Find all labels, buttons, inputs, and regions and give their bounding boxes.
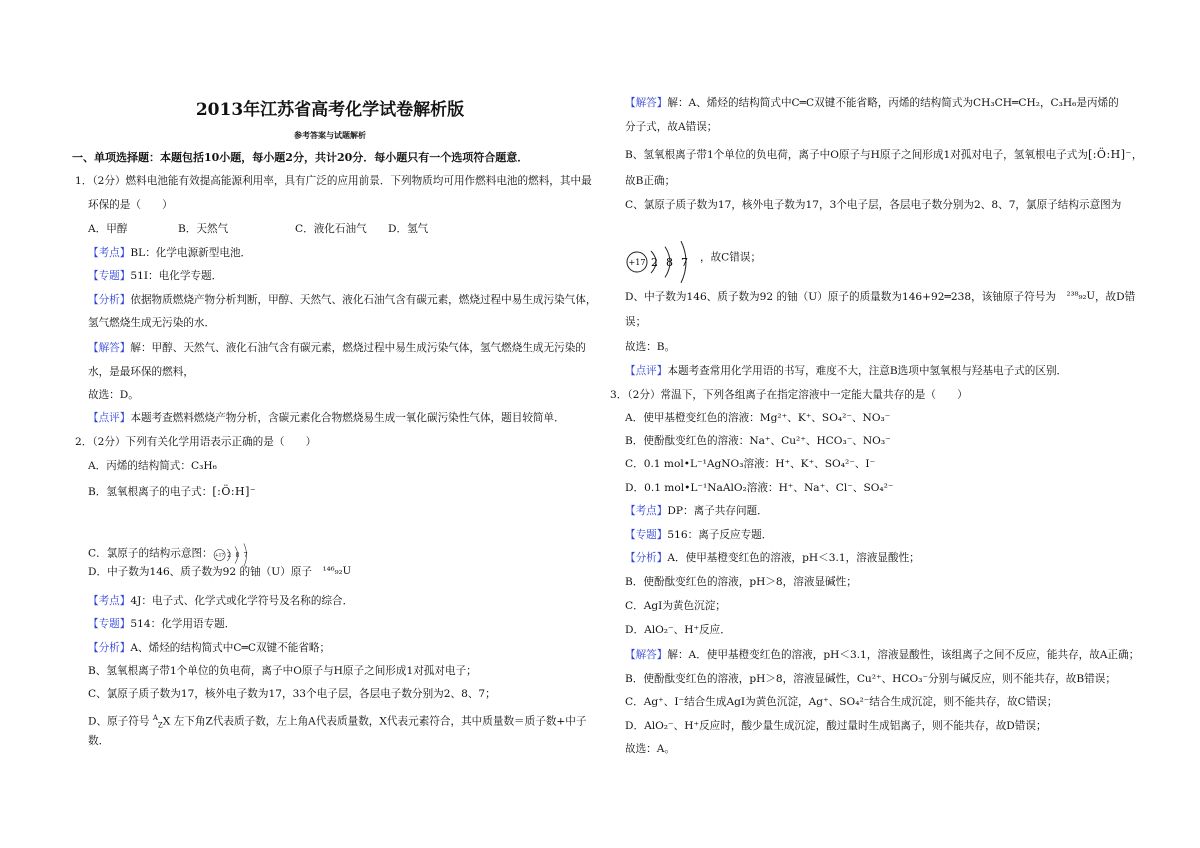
text-line [625,598,726,614]
shell-electron-count: 7 [681,256,688,269]
line-text: 误； [625,316,647,328]
document-subtitle: 参考答案与试题解析 [294,130,366,140]
text-line [75,173,592,189]
text-line [88,640,330,656]
section-tag-label: 【考点】 [625,505,668,517]
line-text: D．AlO₂⁻、H⁺反应． [625,624,731,636]
chlorine-atom-diagram [625,222,700,293]
text-line [625,527,772,543]
text-line [625,410,890,426]
section-tag-label: 【专题】 [625,529,668,541]
text-line [610,387,968,403]
line-text: 本题考查燃料燃烧产物分析，含碳元素化合物燃烧易生成一氧化碳污染性气体，题目较简单． [130,412,565,424]
section-tag-label: 【考点】 [88,595,131,607]
text-line [88,663,477,679]
atomic-number-symbol: Z [157,721,163,730]
shell-electron-count: 8 [235,552,240,560]
line-text: D．AlO₂⁻、H⁺反应时，酸少量生成沉淀，酸过量时生成铝离子，则不能共存，故D错误； [625,720,1047,732]
text-line [88,315,215,331]
text-line [88,616,235,632]
q1-option-b: B．天然气 [178,223,229,235]
line-text: 1．（2分）燃料电池能有效提高能源利用率，具有广泛的应用前景．下列物质均可用作燃料电池的燃料，其中最 [75,175,592,187]
text-line [625,314,646,330]
section-tag-label: 【分析】 [88,642,131,654]
line-text: 4J：电子式、化学式或化学符号及名称的综合． [130,595,354,607]
text-line [88,364,194,380]
line-text-after: ，故C错误； [700,251,762,264]
atom-structure-figure [625,222,700,288]
line-text: C．0.1 mol•L⁻¹AgNO₃溶液：H⁺、K⁺、SO₄²⁻、I⁻ [625,458,876,470]
line-text: 解：A．使甲基橙变红色的溶液，pH＜3.1，溶液显酸性，该组离子之间不反应，能共存，故A正确； [667,649,1140,661]
section-tag-label: 【解答】 [625,97,668,109]
line-text: 解：甲醇、天然气、液化石油气含有碳元素，燃烧过程中易生成污染气体，氢气燃烧生成无污染的 [130,342,586,354]
line-text: B．使酚酞变红色的溶液，pH＞8，溶液显碱性，Cu²⁺、HCO₃⁻分别与碱反应，则不能共存，故B错误； [625,673,1116,685]
line-text: C．AgI为黄色沉淀； [625,600,726,612]
shell-electron-count: 8 [666,256,673,269]
text-line [625,197,1121,213]
mass-number-symbol: A [152,714,158,722]
text-line [88,197,173,213]
q1-option-a: A．甲醇 [88,223,128,235]
line-text: 3．（2分）常温下，下列各组离子在指定溶液中一定能大量共存的是（ ） [610,389,968,401]
text-line [625,363,1067,379]
line-text: B．使酚酞变红色的溶液：Na⁺、Cu²⁺、HCO₃⁻、NO₃⁻ [625,435,891,447]
hydroxide-electron-formula: [:Ö:H]⁻ [1087,148,1132,161]
line-text: A．使甲基橙变红色的溶液：Mg²⁺、K⁺、SO₄²⁻、NO₃⁻ [625,412,891,424]
text-line [88,268,222,284]
line-text: B、氢氧根离子带1个单位的负电荷，离子中O原子与H原子之间形成1对孤对电子； [88,665,477,677]
shell-electron-count: 2 [651,256,658,269]
line-text: BL：化学电源新型电池． [130,247,252,259]
line-text-after: X 左下角Z代表质子数，左上角A代表质量数，X代表元素符合，其中质量数＝质子数+中子 [162,715,587,728]
text-line [625,694,1058,710]
text-line [88,245,251,261]
text-line [625,147,1142,163]
text-line [88,564,351,580]
section-tag-label: 【解答】 [88,342,131,354]
text-line [625,456,875,472]
line-text: D、中子数为146、质子数为92 的铀（U）原子的质量数为146+92═238，该铀原子符号为 [625,291,1067,303]
line-text: B．使酚酞变红色的溶液，pH＞8，溶液显碱性； [625,576,857,588]
text-line [625,741,675,757]
line-text: 2．（2分）下列有关化学用语表示正确的是（ ） [75,436,317,448]
text-line [625,433,891,449]
q1-option-c: C．液化石油气 [295,223,367,235]
uranium-146-symbol: ¹⁴⁶₉₂U [322,566,352,577]
line-text: 本题考查常用化学用语的书写，难度不大，注意B选项中氢氧根与羟基电子式的区别． [667,365,1068,377]
line-text: A．丙烯的结构简式：C₃H₆ [88,460,217,472]
text-line [625,173,675,189]
text-line [625,718,1047,734]
text-line [625,647,1139,663]
line-text: C、氯原子质子数为17，核外电子数为17，3个电子层，各层电子数分别为2、8、7，氯原子结构示意图为 [625,199,1122,211]
nucleus-charge: +17 [628,258,646,267]
text-line [88,458,217,474]
line-text: 514：化学用语专题． [130,618,236,630]
line-text-after: ， [1131,149,1143,161]
text-line [625,289,1135,305]
text-line [625,550,920,566]
section-heading: 一、单项选择题：本题包括10小题，每小题2分，共计20分．每小题只有一个选项符合题意． [72,151,529,164]
text-line [625,671,1116,687]
shell-electron-count: 2 [226,552,231,560]
line-text: C．氯原子的结构示意图： [88,547,213,560]
text-line [625,339,675,355]
line-text: 解：A、烯烃的结构简式中C═C双键不能省略，丙烯的结构简式为CH₃CH═CH₂，C₃H₆是丙烯的 [667,97,1119,109]
line-text: B、氢氧根离子带1个单位的负电荷，离子中O原子与H原子之间形成1对孤对电子，氢氧根电子式为 [625,149,1088,161]
line-text: 分子式，故A错误； [625,121,718,133]
text-line [88,733,109,749]
line-text-after: ，故D错 [1094,291,1136,303]
text-line [88,484,256,500]
text-line [88,292,597,308]
document-title: 2013年江苏省高考化学试卷解析版 [195,100,465,120]
section-tag-label: 【专题】 [88,270,131,282]
line-text: C、氯原子质子数为17，核外电子数为17，33个电子层，各层电子数分别为2、8、7； [88,688,496,700]
line-text: D．中子数为146、质子数为92 的铀（U）原子 [88,566,323,578]
line-text: 环保的是（ ） [88,199,173,211]
line-text: 故B正确； [625,175,676,187]
text-line [625,622,731,638]
line-text: 故选：B。 [625,341,676,353]
text-line [625,119,717,135]
line-text: 数． [88,735,110,747]
line-text: 依据物质燃烧产物分析判断，甲醇、天然气、液化石油气含有碳元素，燃烧过程中易生成污染气体， [130,294,597,306]
line-text: C．Ag⁺、I⁻结合生成AgI为黄色沉淀，Ag⁺、SO₄²⁻结合生成沉淀，则不能共存，故C错误； [625,696,1058,708]
text-line [88,710,587,734]
text-line [88,340,586,356]
shell-electron-count: 7 [243,552,248,560]
line-text: 氢气燃烧生成无污染的水． [88,317,216,329]
section-tag-label: 【分析】 [88,294,131,306]
line-text: D．0.1 mol•L⁻¹NaAlO₂溶液：H⁺、Na⁺、Cl⁻、SO₄²⁻ [625,482,894,494]
line-text: 水，是最环保的燃料， [88,366,194,378]
line-text: 51I：电化学专题． [130,270,223,282]
text-line [88,686,496,702]
line-text: A．使甲基橙变红色的溶液，pH＜3.1，溶液显酸性； [667,552,920,564]
text-line [625,95,1119,111]
text-line [625,503,768,519]
text-line [625,574,857,590]
line-text: A、烯烃的结构简式中C═C双键不能省略； [130,642,331,654]
section-tag-label: 【分析】 [625,552,668,564]
text-line [625,222,761,293]
line-text: 故选：D。 [88,389,139,401]
section-tag-label: 【点评】 [625,365,668,377]
section-tag-label: 【专题】 [88,618,131,630]
text-line [75,434,316,450]
line-text: D、原子符号 [88,715,153,728]
text-line [88,410,565,426]
line-text: 516：离子反应专题． [667,529,773,541]
section-tag-label: 【点评】 [88,412,131,424]
q1-option-d: D．氢气 [388,223,429,235]
section-tag-label: 【解答】 [625,649,668,661]
uranium-238-symbol: ²³⁸₉₂U [1066,291,1095,302]
section-tag-label: 【考点】 [88,247,131,259]
text-line [88,387,139,403]
line-text: DP：离子共存问题． [667,505,768,517]
line-text: 故选：A。 [625,743,676,755]
hydroxide-electron-formula: [:Ö:H]⁻ [212,485,257,498]
nucleus-charge: +17 [214,553,224,559]
text-line [625,480,893,496]
line-text: B．氢氧根离子的电子式： [88,486,213,498]
text-line [88,593,353,609]
